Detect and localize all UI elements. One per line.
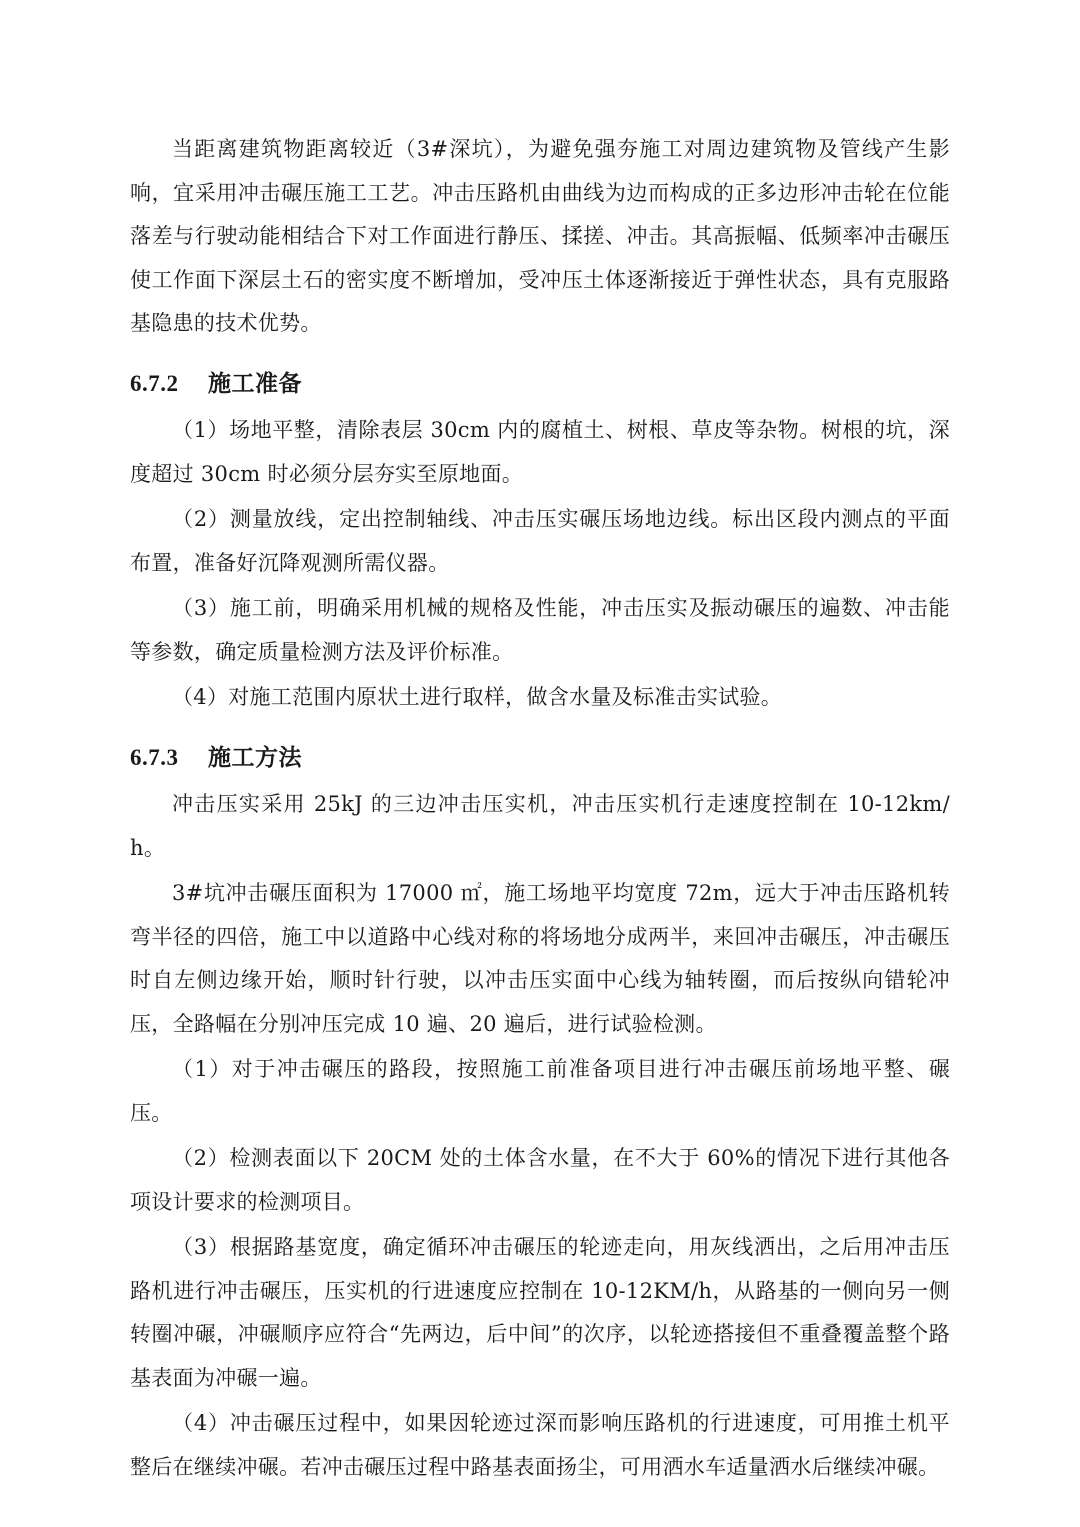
intro-paragraph: 当距离建筑物距离较近（3#深坑），为避免强夯施工对周边建筑物及管线产生影响，宜采用冲击碾压施工工艺。冲击压路机由曲线为边而构成的正多边形冲击轮在位能落差与行驶动能相结合下对工作面进行静压、揉搓、冲击。其高振幅、低频率冲击碾压使工作面下深层土石的密实度不断增加，受冲压土体逐渐接近于弹性状态，具有克服路基隐患的技术优势。 xyxy=(130,137,950,335)
prep-item-3: （3）施工前，明确采用机械的规格及性能，冲击压实及振动碾压的遍数、冲击能等参数，确定质量检测方法及评价标准。 xyxy=(130,596,950,664)
section-title: 施工准备 xyxy=(208,369,302,397)
prep-item-2: （2）测量放线，定出控制轴线、冲击压实碾压场地边线。标出区段内测点的平面布置，准备好沉降观测所需仪器。 xyxy=(130,507,950,575)
document-page xyxy=(130,128,950,1489)
method-item-2: （2）检测表面以下 20CM 处的土体含水量，在不大于 60%的情况下进行其他各项设计要求的检测项目。 xyxy=(130,1146,950,1214)
section-heading-6-7-2 xyxy=(130,362,950,406)
method-item-3: （3）根据路基宽度，确定循环冲击碾压的轮迹走向，用灰线洒出，之后用冲击压路机进行冲击碾压，压实机的行进速度应控制在 10-12KM/h，从路基的一侧向另一侧转圈冲碾，冲碾顺序应符合“先两边，后中间”的次序，以轮迹搭接但不重叠覆盖整个路基表面为冲碾一遍。 xyxy=(130,1235,950,1390)
section-number: 6.7.3 xyxy=(130,744,179,770)
section-number: 6.7.2 xyxy=(130,370,179,396)
section-title: 施工方法 xyxy=(208,743,302,771)
method-item-4: （4）冲击碾压过程中，如果因轮迹过深而影响压路机的行进速度，可用推土机平整后在继续冲碾。若冲击碾压过程中路基表面扬尘，可用洒水车适量洒水后继续冲碾。 xyxy=(130,1411,950,1479)
prep-item-1: （1）场地平整，清除表层 30cm 内的腐植土、树根、草皮等杂物。树根的坑，深度超过 30cm 时必须分层夯实至原地面。 xyxy=(130,418,950,486)
method-paragraph-2: 3#坑冲击碾压面积为 17000 ㎡，施工场地平均宽度 72m，远大于冲击压路机转弯半径的四倍，施工中以道路中心线对称的将场地分成两半，来回冲击碾压，冲击碾压时自左侧边缘开始，顺时针行驶，以冲击压实面中心线为轴转圈，而后按纵向错轮冲压，全路幅在分别冲压完成 10 遍、20 遍后，进行试验检测。 xyxy=(130,881,950,1036)
prep-item-4: （4）对施工范围内原状土进行取样，做含水量及标准击实试验。 xyxy=(172,685,783,709)
method-item-1: （1）对于冲击碾压的路段，按照施工前准备项目进行冲击碾压前场地平整、碾压。 xyxy=(130,1057,950,1125)
method-paragraph-1: 冲击压实采用 25kJ 的三边冲击压实机，冲击压实机行走速度控制在 10-12km/h。 xyxy=(130,792,950,860)
section-heading-6-7-3 xyxy=(130,736,950,780)
